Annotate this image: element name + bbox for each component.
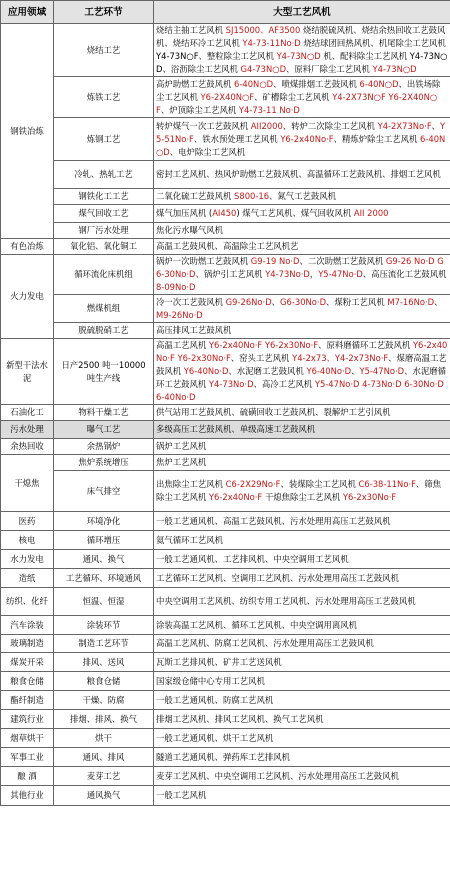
fan-text: Y4-73N○F <box>156 51 199 61</box>
table-row <box>1 672 450 691</box>
process-cell: 循环流化床机组 <box>54 255 154 295</box>
domain-cell: 汽车涂装 <box>1 616 54 635</box>
fan-cell <box>154 748 450 767</box>
domain-cell: 钢铁冶炼 <box>1 24 54 239</box>
process-cell: 物料干燥工艺 <box>54 405 154 421</box>
fan-text: 锅炉一次助燃工艺鼓风机 <box>156 256 251 266</box>
fan-cell <box>154 439 450 455</box>
table-row <box>1 588 450 616</box>
fan-text: 、装煤除尘工艺风机 <box>280 479 359 489</box>
fan-model-text: 6-40N○D <box>234 78 274 89</box>
table-row <box>1 118 450 161</box>
fan-text: 中央空调用工艺风机、纺织专用工艺风机、污水处理用高压工艺鼓风机 <box>156 596 416 606</box>
fan-text: 多级高压工艺鼓风机、单级高速工艺鼓风机 <box>156 424 316 434</box>
fan-text: 二氧化硫工艺鼓风机 <box>156 191 235 201</box>
fan-cell <box>154 531 450 550</box>
fan-text: 一般工艺通风机、高温工艺鼓风机、污水处理用高压工艺鼓风机 <box>156 515 391 526</box>
table-row <box>1 295 450 323</box>
fan-text: 、矿槽除尘工艺风机 <box>254 91 333 102</box>
fan-text: 瓦斯工艺排风机、矿井工艺送风机 <box>156 656 282 667</box>
fan-model-text: G4-73N○D <box>240 64 287 74</box>
domain-cell: 污水处理 <box>1 421 54 439</box>
fan-model-text: G9-26 No·D G6-30No·D <box>156 256 444 279</box>
domain-cell: 玻璃制造 <box>1 635 54 653</box>
table-row <box>1 455 450 471</box>
domain-cell: 其他行业 <box>1 786 54 806</box>
fan-cell <box>154 239 450 255</box>
fan-cell <box>154 421 450 439</box>
fan-text: 转炉煤气一次工艺鼓风机 <box>156 120 251 131</box>
fan-model-text: C6-2X29No·F <box>225 479 281 489</box>
process-cell: 氧化铝、氧化铜工 <box>54 239 154 255</box>
process-cell: 粮食仓储 <box>54 672 154 691</box>
fan-cell <box>154 767 450 786</box>
domain-cell: 造纸 <box>1 569 54 588</box>
fan-text: 一般工艺通风机、防腐工艺风机 <box>156 694 274 705</box>
process-cell: 干燥、防腐 <box>54 691 154 710</box>
fan-cell <box>154 118 450 161</box>
table-row <box>1 691 450 710</box>
fan-model-text: G9-26No·D <box>225 296 272 307</box>
fan-text: ) 煤气工艺风机、煤气回收风机 <box>236 208 354 218</box>
fan-text: 、水泥磨工艺鼓风机 <box>228 366 307 376</box>
domain-cell: 酿 酒 <box>1 767 54 786</box>
domain-cell: 核电 <box>1 531 54 550</box>
fan-text: 高温工艺风机、防腐工艺风机、污水处理用高压工艺鼓风机 <box>156 638 374 648</box>
process-cell: 日产2500 吨一10000 吨生产线 <box>54 339 154 405</box>
table-row <box>1 439 450 455</box>
fan-cell <box>154 569 450 588</box>
process-cell: 烧结工艺 <box>54 24 154 77</box>
fan-text: ， <box>309 269 319 279</box>
fan-cell <box>154 295 450 323</box>
fan-text: 、 <box>431 120 441 131</box>
process-cell: 恒温、恒湿 <box>54 588 154 616</box>
fan-model-text: S800-16 <box>234 191 270 201</box>
fan-text: 高温工艺鼓风机、高温除尘工艺风机艺 <box>156 241 299 251</box>
fan-text: 冷一次工艺鼓风机 <box>156 296 226 307</box>
fan-model-text: AII2000 <box>250 120 283 131</box>
fan-cell <box>154 405 450 421</box>
process-cell: 脱硫脱硝工艺 <box>54 323 154 339</box>
fan-text: 、氮气工艺鼓风机 <box>269 191 337 201</box>
fan-cell <box>154 691 450 710</box>
fan-model-text: AII 2000 <box>353 208 389 218</box>
fan-cell <box>154 588 450 616</box>
table-row <box>1 748 450 767</box>
fan-text: 一般工艺风机 <box>156 790 207 800</box>
domain-cell: 粮食仓储 <box>1 672 54 691</box>
fan-text: 国家级仓储中心专用工艺风机 <box>156 675 265 686</box>
fan-model-text: AI450 <box>212 208 237 218</box>
process-cell: 曝气工艺 <box>54 421 154 439</box>
fan-text: 、电炉除尘工艺风机 <box>169 146 246 157</box>
fan-cell <box>154 653 450 672</box>
process-cell: 余热锅炉 <box>54 439 154 455</box>
fan-text: 工艺循环工艺风机、空调用工艺风机、污水处理用高压工艺鼓风机 <box>156 572 399 583</box>
fan-cell <box>154 339 450 405</box>
fan-model-text: Y6-40No·D <box>183 366 229 376</box>
fan-cell <box>154 786 450 806</box>
table-row <box>1 471 450 512</box>
table-row <box>1 189 450 205</box>
fan-text: 高温工艺风机 <box>156 340 209 350</box>
fan-model-text: Y4-73N○D <box>276 51 321 61</box>
fan-cell <box>154 189 450 205</box>
fan-model-text: C6-38-11No·F <box>358 479 416 489</box>
fan-text: 、铁水预处理工艺风机 <box>193 133 281 144</box>
fan-model-text: 8-09No·D <box>156 282 196 292</box>
fan-cell <box>154 635 450 653</box>
fan-text: 、 <box>351 366 360 376</box>
fan-text: 、高压流化工艺鼓风机 <box>362 269 447 279</box>
process-cell: 炼钢工艺 <box>54 118 154 161</box>
fan-cell <box>154 512 450 531</box>
process-cell: 通风换气 <box>54 786 154 806</box>
fan-model-text: Y6-2X40N○F <box>200 91 255 102</box>
table-row <box>1 24 450 77</box>
fan-model-text: 6-40N○D <box>359 78 399 89</box>
domain-cell: 有色冶炼 <box>1 239 54 255</box>
table-row <box>1 239 450 255</box>
fan-cell <box>154 223 450 239</box>
fan-cell <box>154 672 450 691</box>
fan-text: 烧结主抽工艺风机 <box>156 25 226 35</box>
domain-cell: 新型干法水泥 <box>1 339 54 405</box>
process-cell: 烘干 <box>54 729 154 748</box>
fan-cell <box>154 255 450 295</box>
fan-model-text: G9-19 No·D <box>250 256 300 266</box>
fan-text: 供气站用工艺鼓风机、硫磺回收工艺鼓风机、裂解炉工艺引风机 <box>156 407 391 417</box>
fan-model-text: Y4-2X73No·F <box>377 120 432 131</box>
fan-text: 、精炼炉除尘工艺风机 <box>333 133 421 144</box>
fan-model-text: Y4-2X73N○F Y6-2X40N○F <box>156 91 438 115</box>
fan-text: 机、配料除尘工艺风机 <box>320 51 410 61</box>
fan-text: 、原料磨循环工艺鼓风机 <box>318 340 413 350</box>
fan-text: 、二次助燃工艺鼓风机 <box>299 256 386 266</box>
header-process: 工艺环节 <box>54 1 154 24</box>
fan-model-text: Y6-40No·D <box>306 366 352 376</box>
fan-cell <box>154 616 450 635</box>
process-cell: 炼铁工艺 <box>54 77 154 118</box>
table-row <box>1 339 450 405</box>
table-row <box>1 323 450 339</box>
fan-text: 焦化污水曝气风机 <box>156 225 223 235</box>
fan-text: 、筛焦除尘工艺风机 <box>156 479 442 502</box>
process-cell: 通风、换气 <box>54 550 154 569</box>
fan-text: Y4-73N○D <box>156 51 448 74</box>
fan-model-text: SJ15000、AF3500 <box>225 25 301 35</box>
table-row <box>1 767 450 786</box>
fan-text: 、原料厂除尘工艺风机 <box>286 64 373 74</box>
fan-model-text: Y4-73N○D <box>372 64 417 74</box>
fan-model-text: Y6-2x40No·F <box>280 133 334 144</box>
fan-text: 、窑头工艺风机 <box>230 353 293 363</box>
table-row <box>1 569 450 588</box>
fan-model-text: Y6-2x40No·F Y6-2x30No·F <box>208 340 319 350</box>
fan-model-text: Y4-2x73、Y4-2x73No·F <box>292 353 389 363</box>
process-cell: 环境净化 <box>54 512 154 531</box>
fan-text: 、高冷工艺风机 <box>253 379 315 389</box>
domain-cell: 火力发电 <box>1 255 54 339</box>
table-row <box>1 653 450 672</box>
fan-text: 、喷煤排烟工艺鼓风机 <box>273 78 360 89</box>
header-row <box>1 1 450 24</box>
fan-text: 、水泥磨循环工艺鼓风机 <box>156 366 446 389</box>
domain-cell: 干熄焦 <box>1 455 54 512</box>
header-fans: 大型工艺风机 <box>154 1 450 24</box>
fan-text: 、 <box>434 296 443 307</box>
domain-cell: 军事工业 <box>1 748 54 767</box>
table-row <box>1 786 450 806</box>
fan-text: 一般工艺通风机、烘干工艺风机 <box>156 732 274 743</box>
domain-cell: 烟草烘干 <box>1 729 54 748</box>
fan-text: 高炉助燃工艺鼓风机 <box>156 78 235 89</box>
fan-text: 涂装高温工艺风机、循环工艺风机、中央空调用离风机 <box>156 619 357 630</box>
fan-text: 麦芽工艺风机、中央空调用工艺风机、污水处理用高压工艺鼓风机 <box>156 770 399 781</box>
process-cell: 麦芽工艺 <box>54 767 154 786</box>
table-row <box>1 710 450 729</box>
process-cell: 排烟、排风、换气 <box>54 710 154 729</box>
fan-cell <box>154 205 450 223</box>
table-row <box>1 635 450 653</box>
process-cell: 钢铁化工工艺 <box>54 189 154 205</box>
fan-text: 烧结脱硫风机、烧结余热回收工艺鼓风机、烧结环冷工艺风机 <box>156 25 446 48</box>
fan-cell <box>154 710 450 729</box>
table-row <box>1 531 450 550</box>
fan-cell <box>154 455 450 471</box>
fan-text: 、煤磨高温工艺鼓风机 <box>156 353 447 376</box>
fan-text: 、炉顶除尘工艺风机 <box>160 104 239 115</box>
fan-model-text: Y4-73-11No·D <box>242 38 301 48</box>
process-cell: 钢厂污水处理 <box>54 223 154 239</box>
fan-text: 干熄焦除尘工艺风机 <box>262 492 343 502</box>
header-domain: 应用领域 <box>1 1 54 24</box>
domain-cell: 医药 <box>1 512 54 531</box>
process-cell: 焦炉系统增压 <box>54 455 154 471</box>
table-row <box>1 512 450 531</box>
fan-model-text: 6-40N○D <box>156 133 446 157</box>
table-row <box>1 550 450 569</box>
fan-text: 排烟工艺风机、排风工艺风机、换气工艺风机 <box>156 713 324 724</box>
fan-text: 、浴沥除尘工艺风机 <box>162 64 241 74</box>
process-cell: 循环增压 <box>54 531 154 550</box>
fan-text: 、锅炉引工艺风机 <box>195 269 266 279</box>
fan-cell <box>154 471 450 512</box>
fan-model-text: Y5-47No·D <box>318 269 363 279</box>
fan-model-text: Y4-73-11 No·D <box>238 104 300 115</box>
process-cell: 冷轧、热轧工艺 <box>54 161 154 189</box>
fan-model-text: Y5-51No·F <box>156 120 446 144</box>
fan-text: 、出铁场除尘工艺风机 <box>156 78 441 102</box>
fan-text: 隧道工艺通风机、弹药库工艺排风机 <box>156 751 290 762</box>
fan-cell <box>154 729 450 748</box>
fan-cell <box>154 77 450 118</box>
fan-cell <box>154 24 450 77</box>
table-row <box>1 616 450 635</box>
fan-text: 氦气循环工艺风机 <box>156 534 223 545</box>
table-row <box>1 161 450 189</box>
fan-model-text: Y6-2x30No·F <box>342 492 397 502</box>
domain-cell: 余热回收 <box>1 439 54 455</box>
process-cell: 涂装环节 <box>54 616 154 635</box>
domain-cell: 建筑行业 <box>1 710 54 729</box>
fan-model-text: M7-16No·D <box>387 296 435 307</box>
fan-text: 煤气加压风机 ( <box>156 208 213 218</box>
process-cell: 燃煤机组 <box>54 295 154 323</box>
fan-model-text: G6-30No·D <box>280 296 327 307</box>
domain-cell: 纺织、化纤 <box>1 588 54 616</box>
table-row <box>1 421 450 439</box>
fan-text: 密封工艺风机、热风炉助燃工艺鼓风机、高温循环工艺鼓风机、排烟工艺风机 <box>156 169 441 179</box>
fan-cell <box>154 161 450 189</box>
domain-cell: 煤炭开采 <box>1 653 54 672</box>
fan-text: 、煤粉工艺风机 <box>326 296 388 307</box>
fan-text: 焦炉工艺风机 <box>156 457 207 467</box>
fan-model-text: Y4-73No·D <box>208 379 254 389</box>
fan-model-text: Y4-73No·D <box>265 269 310 279</box>
table-row <box>1 223 450 239</box>
process-cell: 煤气回收工艺 <box>54 205 154 223</box>
process-cell: 通风、排风 <box>54 748 154 767</box>
table-row <box>1 205 450 223</box>
fan-text: 烧结球团回热风机、机尾除尘工艺风机 <box>300 38 446 48</box>
fan-model-text: Y5-47No·D <box>359 366 405 376</box>
fan-model-text: Y5-47No·D 4-73No·D 6-30No·D 6-40No·D <box>156 379 444 402</box>
process-cell: 排风、送风 <box>54 653 154 672</box>
fan-cell <box>154 323 450 339</box>
fan-cell <box>154 550 450 569</box>
domain-cell: 酯纤制造 <box>1 691 54 710</box>
domain-cell: 水力发电 <box>1 550 54 569</box>
fan-text: 一般工艺通风机、工艺排风机、中央空调用工艺风机 <box>156 553 349 564</box>
process-cell: 制造工艺环节 <box>54 635 154 653</box>
table-row <box>1 729 450 748</box>
fan-text: 出焦除尘工艺风机 <box>156 479 226 489</box>
fan-text: 高压排风工艺鼓风机 <box>156 325 232 335</box>
fan-text: 、转炉二次除尘工艺风机 <box>282 120 378 131</box>
process-cell: 工艺循环、环境通风 <box>54 569 154 588</box>
fan-model-text: Y6-2x40No·F <box>208 492 263 502</box>
domain-cell: 石油化工 <box>1 405 54 421</box>
table-row <box>1 255 450 295</box>
process-cell: 床气排空 <box>54 471 154 512</box>
fan-text: 、 <box>271 296 281 307</box>
table-row <box>1 405 450 421</box>
table-row <box>1 77 450 118</box>
fan-text: 、整粒除尘工艺风机 <box>198 51 277 61</box>
fan-model-text: Y6-2x40No·F Y6-2x30No·F <box>156 340 448 363</box>
fan-model-text: M9-26No·D <box>156 309 203 320</box>
fan-text: 锅炉工艺风机 <box>156 441 207 451</box>
